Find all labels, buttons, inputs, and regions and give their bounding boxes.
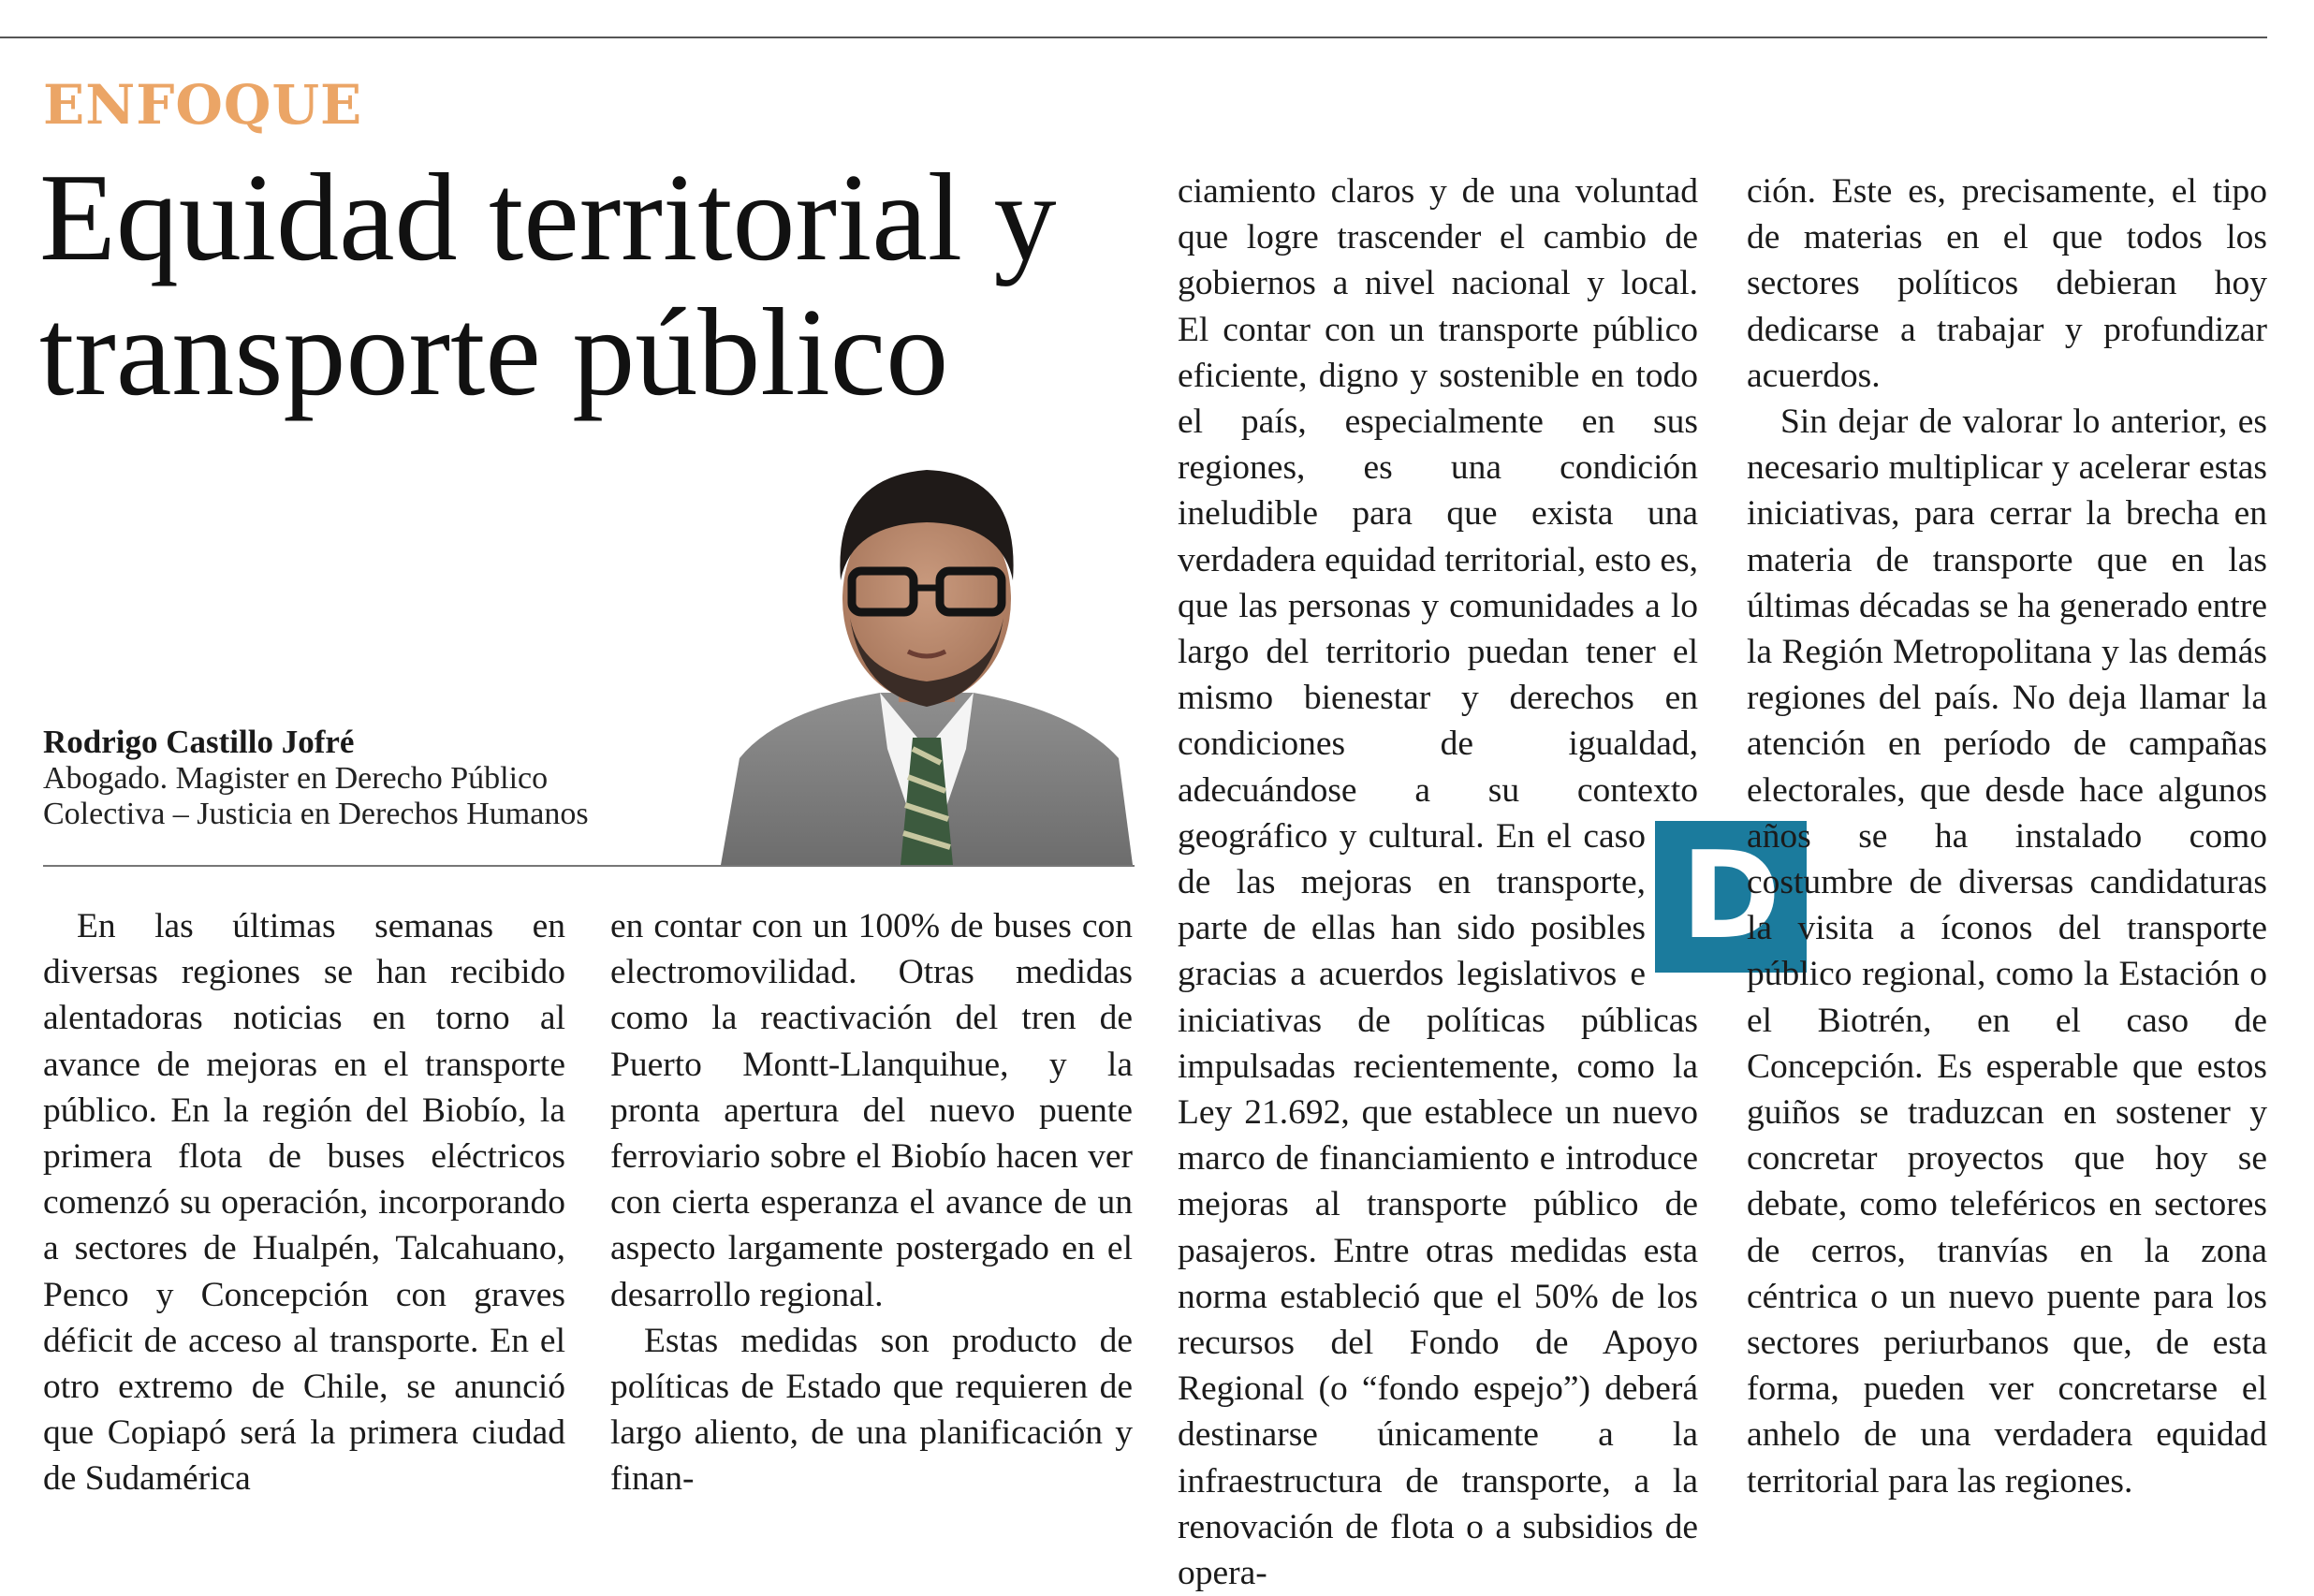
headline: Equidad territorial y transporte público [39,148,1057,421]
body-column-3 [1178,168,1781,1596]
author-block [43,724,589,832]
author-portrait-image [721,440,1133,865]
body-column-2 [610,903,1133,1502]
author-photo [721,440,1133,865]
paragraph: en contar con un 100% de buses con electromovilidad. Otras medidas como la reactivación del tren de Puerto Montt-Llanquihue, y la pronta apertura del nuevo puente ferroviario sobre el Biobío hacen ver con cierta esperanza el avance de un aspecto largamente postergado en el desarrollo regional. [610,907,1133,1314]
top-rule [0,37,2267,38]
section-label: ENFOQUE [43,73,363,137]
body-column-1 [43,903,565,1502]
author-title-line2: Colectiva – Justicia en Derechos Humanos [43,797,589,831]
paragraph [1178,168,1781,1596]
paragraph: Estas medidas son producto de políticas de Estado que requieren de largo aliento, de una planificación y finan- [610,1321,1133,1499]
body-column-4 [1747,168,2267,1504]
paragraph-text: En el caso de las mejoras en transporte, parte de ellas han sido posibles gracias a acuerdos legislativos e iniciativas de políticas públicas impulsadas recientemente, como la Ley 21.692, que establece un nuevo marco de financiamiento e introduce mejoras al transporte público de pasajeros. Entre otras medidas esta norma estableció que el 50% de los recursos del Fondo de Apoyo Regional (o “fondo espejo”) deberá destinarse únicamente a la infraestructura de transporte, a la renovación de flota o a subsidios de opera- [1178,816,1698,1593]
paragraph: En las últimas semanas en diversas regiones se han recibido alentadoras noticias en torno al avance de mejoras en el transporte público. En la región del Biobío, la primera flota de buses eléctricos comenzó su operación, incorporando a sectores de Hualpén, Talcahuano, Penco y Concepción con graves déficit de acceso al transporte. En el otro extremo de Chile, se anunció que Copiapó será la primera ciudad de Sudamérica [43,907,565,1499]
paragraph: ción. Este es, precisamente, el tipo de materias en el que todos los sectores políticos debieran hoy dedicarse a trabajar y profundizar acuerdos. [1747,172,2267,395]
byline-rule [43,865,1135,867]
paragraph: Sin dejar de valorar lo anterior, es necesario multiplicar y acelerar estas iniciativas, para cerrar la brecha en materia de transporte que en las últimas décadas se ha generado entre la Región Metropolitana y las demás regiones del país. No deja llamar la atención en período de campañas electorales, que desde hace algunos años se ha instalado como costumbre de diversas candidaturas la visita a íconos del transporte público regional, como la Estación o el Biotrén, en el caso de Concepción. Es esperable que estos guiños se traduzcan en sostener y concretar proyectos que hoy se debate, como teleféricos en sectores de cerros, tranvías en la zona céntrica o un nuevo puente para los sectores periurbanos que, de esta forma, pueden ver concretarse el anhelo de una verdadera equidad territorial para las regiones. [1747,403,2267,1501]
paragraph-text: ciamiento claros y de una voluntad que logre trascender el cambio de gobiernos a nivel nacional y local. El contar con un transporte público eficiente, digno y sostenible en todo el país, especialmente en sus regiones, es una condición ineludible para que exista una verdadera equidad territorial, esto es, que las personas y comunidades a lo largo del territorio puedan tener el mismo bienestar y derechos en condiciones de igualdad, adecuándose a su contexto geográfico y cultural. [1178,172,1698,856]
author-title-line1: Abogado. Magister en Derecho Público [43,761,549,796]
drop-cap: D [1655,821,1807,973]
author-name: Rodrigo Castillo Jofré [43,724,355,760]
